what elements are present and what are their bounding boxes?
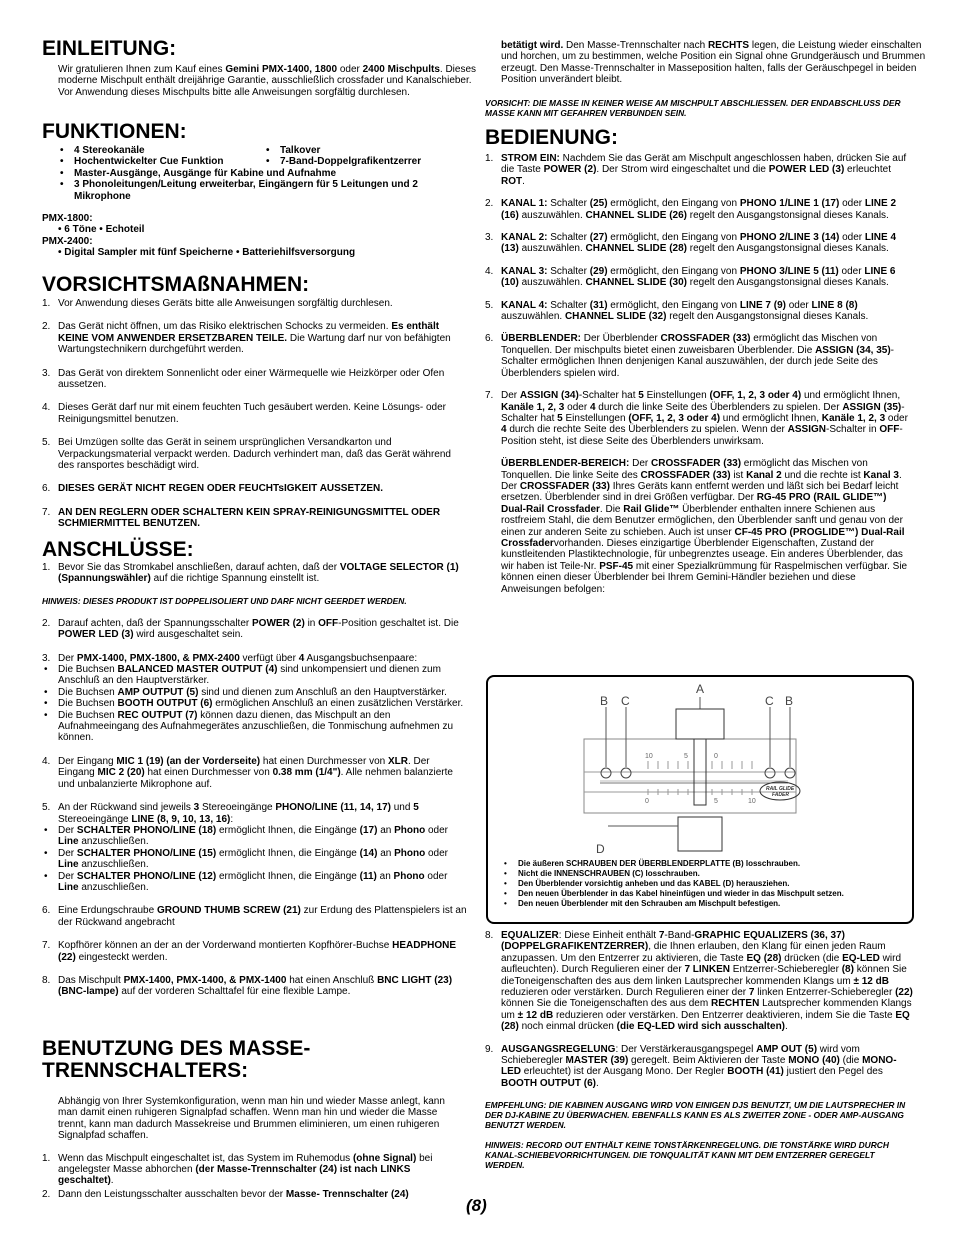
masse-continued: betätigt wird. Den Masse-Trennschalter nach RECHTS legen, die Leistung wieder einschalten und horchen, um zu bestimmen, welche Position ein Signal ohne Grundgeräusch und Brummen erzeugt. Den Masse-Trennschalter in Masseposition halten, falls der Geräuschpegel in beiden Position unverändert bleibt.: [501, 40, 926, 86]
bedienung-list: [485, 153, 913, 595]
list-item: 7. Kopfhörer können an der an der Vorderwand montierten Kopfhörer-Buchse HEADPHONE (22) eingesteckt werden.: [42, 940, 457, 963]
hinweis-note: HINWEIS: DIESES PRODUKT IST DOPPELISOLIERT UND DARF NICHT GEERDET WERDEN.: [42, 595, 407, 606]
list-item: 5. KANAL 4: Schalter (31) ermöglicht, den Eingang von LINE 7 (9) oder LINE 8 (8) auszuwählen. CHANNEL SLIDE (32) regelt den Ausgangstonsignal dieses Kanals.: [485, 299, 869, 323]
screw-c-right: [765, 768, 775, 778]
list-item: 2. Darauf achten, daß der Spannungsschalter POWER (2) in OFF-Position geschaltet ist. Die POWER LED (3) wird ausgeschaltet sein.: [42, 617, 459, 641]
hinweis-note: HINWEIS: RECORD OUT ENTHÄLT KEINE TONSTÄRKENREGELUNG. DIE TONSTÄRKE WIRD DURCH KANAL-SCHIEBEVORRICHTUNGEN. DIE TONQUALITÄT KANN MIT DEM ENTZERRER GEREGELT WERDEN.: [485, 1140, 889, 1171]
railglide-logo-text: FADER: [772, 792, 789, 798]
list-item: 1. Vor Anwendung dieses Geräts bitte alle Anweisungen sorgfältig durchlesen.: [42, 298, 393, 309]
feature-item: • 3 Phonoleitungen/Leitung erweiterbar, Eingängern für 5 Leitungen und 2 Mikrophone: [58, 179, 467, 202]
scale-bottom-label: 5: [714, 798, 718, 805]
list-item: 5. Bei Umzügen sollte das Gerät in seinem ursprünglichen Versandkarton und Verpackungsmaterial verpackt werden. Dadurch verhindert man, daß das Gerät während des ransportes beschädigt wird.: [42, 437, 451, 472]
list-item: 5. An der Rückwand sind jeweils 3 Stereoeingänge PHONO/LINE (11, 14, 17) und 5 Stereoeingänge LINE (8, 9, 10, 13, 16):: [42, 802, 419, 825]
bullet-item: • Der SCHALTER PHONO/LINE (12) ermöglicht Ihnen, die Eingänge (11) an Phono oder Line anzuschließen.: [42, 871, 467, 894]
list-item: 1. Bevor Sie das Stromkabel anschließen, darauf achten, daß der VOLTAGE SELECTOR (1) (Spannungswähler) auf die richtige Spannung einstellt ist.: [42, 562, 459, 585]
list-item: 7. Der ASSIGN (34)-Schalter hat 5 Einstellungen (OFF, 1, 2, 3 oder 4) und ermöglicht Ihnen, Kanäle 1, 2, 3 oder 4 durch die linke Seite des Überblenders zu spielen. Der ASSIGN (35)-Schalter hat 5 Einstellungen (OFF, 1, 2, 3 oder 4) und ermöglicht Ihnen, Kanäle 1, 2, 3 oder 4 durch die rechte Seite des Überblenders zu spielen. Wenn der ASSIGN-Schalter in OFF-Position steht, ist diese Seite des Überblenders unwirksam.: [485, 390, 908, 447]
vorsicht-heading: VORSICHTSMAßNAHMEN:: [42, 273, 310, 296]
anschluesse-heading: ANSCHLÜSSE:: [42, 538, 194, 561]
bullet-item: • Der SCHALTER PHONO/LINE (18) ermöglicht Ihnen, die Eingänge (17) an Phono oder Line anzuschließen.: [42, 825, 467, 848]
label-b-left: B: [600, 694, 609, 708]
list-item: 8. Das Mischpult PMX-1400, PMX-1400, & PMX-1400 hat einen Anschluß BNC LIGHT (23) (BNC-lampe) auf der vorderen Schalttafel für eine flexible Lampe.: [42, 974, 453, 998]
bullet-item: • Die Buchsen BALANCED MASTER OUTPUT (4) sind unkompensiert und dienen zum Anschluß an den Hauptverstärker.: [42, 664, 467, 687]
page-number: (8): [466, 1196, 487, 1215]
pmx1800-label: PMX-1800:: [42, 213, 93, 225]
anschluesse-list: [42, 562, 467, 998]
screw-b-right: [785, 768, 795, 778]
screw-c-left: [621, 768, 631, 778]
vorsicht-list: [42, 298, 467, 530]
feature-item: • 4 Stereokanäle: [58, 145, 264, 156]
railglide-logo-text: RAIL GLIDE: [766, 786, 795, 792]
masse-intro: Abhängig von Ihrer Systemkonfiguration, wenn man hin und wieder Masse anlegt, kann man damit einen ruhigeren Signalpfad schaffen. Wenn man hin und wieder die Masse trennt, kann man dadurch Massekreise und Brummen eliminieren, um einen ruhigeren Signalpfad schaffen.: [58, 1096, 445, 1142]
list-item: 1. STROM EIN: Nachdem Sie das Gerät am Mischpult angeschlossen haben, drücken Sie auf die Taste POWER (2). Der Strom wird eingeschaltet und die POWER LED (3) erleuchtet ROT.: [485, 153, 907, 187]
step-item: • Den neuen Überblender in das Kabel hineinfügen und wieder in das Mischpult setzen.: [502, 889, 902, 899]
bullet-item: • Der SCHALTER PHONO/LINE (15) ermöglicht Ihnen, die Eingänge (14) an Phono oder Line anzuschließen.: [42, 848, 467, 871]
bedienung-heading: BEDIENUNG:: [485, 126, 619, 149]
bullet-item: • Die Buchsen AMP OUTPUT (5) sind und dienen zum Anschluß an den Hauptverstärker.: [42, 687, 467, 698]
masse-heading: BENUTZUNG DES MASSE-TRENNSCHALTERS:: [42, 1037, 311, 1082]
label-d: D: [596, 842, 605, 856]
list-item: 6. DIESES GERÄT NICHT REGEN ODER FEUCHTsIGKEIT AUSSETZEN.: [42, 483, 384, 495]
label-a: A: [696, 682, 705, 696]
funktionen-heading: FUNKTIONEN:: [42, 120, 187, 143]
list-item: 8. EQUALIZER: Diese Einheit enthält 7-Band-GRAPHIC EQUALIZERS (36, 37) (DOPPELGRAFIKENTZERRER), die Ihnen erlauben, den Klang für einen jeden Raum anzupassen. Um den Entzerrer zu aktivieren, die Taste EQ (28) drücken (die EQ-LED wird aufleuchten). Durch Regulieren einer der 7 LINKEN Entzerrer-Schieberegler (8) können Sie dieToneigenschaften des aus dem linken Lautsprecher kommenden Klangs um ± 12 dB reduzieren oder verstärken. Durch Regulieren einer der 7 linken Entzerrer-Schieberegler (22) können Sie die Toneigenschaften des aus dem RECHTEN Lautsprecher kommenden Klangs um ± 12 dB reduzieren oder verstärken. Den Entzerrer deaktivieren, indem Sie die Taste EQ (28) noch einmal drücken (die EQ-LED wird sich ausschalten).: [485, 930, 913, 1033]
list-item: 6. ÜBERBLENDER: Der Überblender CROSSFADER (33) ermöglicht das Mischen von Tonquellen. Der mischpults bietet einen zuweisbaren Überblender. Die ASSIGN (34, 35)-Schalter ermöglichen Ihnen denjenigen Kanal auszuwählen, der durch jede Seite des Überblenders spielen wird.: [485, 333, 895, 379]
bullet-item: • Die Buchsen REC OUTPUT (7) können dazu dienen, das Mischpult an den Aufnahmeeingang des Aufnahmegerätes anzuschließen, die Tonmischung aufnehmen zu können.: [42, 710, 467, 744]
scale-top-label: 10: [645, 753, 653, 760]
list-item: 4. Dieses Gerät darf nur mit einem feuchten Tuch gesäubert werden. Keine Lösungs- oder Reinigungsmittel benutzen.: [42, 402, 446, 425]
bedienung-list-continued: [485, 930, 913, 1170]
pmx2400-features: • Digital Sampler mit fünf Speicherne • Batteriehilfsversorgung: [58, 247, 356, 259]
scale-bottom-label: 10: [748, 798, 756, 805]
screw-b-left: [601, 768, 611, 778]
list-item: 2. KANAL 1: Schalter (25) ermöglicht, den Eingang von PHONO 1/LINE 1 (17) oder LINE 2 (16) auszuwählen. CHANNEL SLIDE (26) regelt den Ausgangstonsignal dieses Kanals.: [485, 198, 897, 221]
einleitung-heading: EINLEITUNG:: [42, 37, 177, 60]
step-item: • Den neuen Überblender mit den Schrauben am Mischpult befestigen.: [502, 899, 902, 909]
step-item: • Nicht die INNENSCHRAUBEN (C) losschrauben.: [502, 869, 902, 879]
masse-section: [42, 1096, 467, 1200]
pmx2400-label: PMX-2400:: [42, 235, 93, 247]
list-item: 2. Das Gerät nicht öffnen, um das Risiko elektrischen Schocks zu vermeiden. Es enthält KEINE VOM ANWENDER ERSETZBAREN TEILE. Die Wartung darf nur von befähigten Wartungstechnikern durchgeführt werden.: [42, 321, 451, 356]
list-item: 3. KANAL 2: Schalter (27) ermöglicht, den Eingang von PHONO 2/LINE 3 (14) oder LINE 4 (13) auszuwählen. CHANNEL SLIDE (28) regelt den Ausgangstonsignal dieses Kanals.: [485, 232, 897, 255]
pmx1800-features: • 6 Töne • Echoteil: [58, 224, 145, 236]
list-item: 2. Dann den Leistungsschalter ausschalten bevor der Masse- Trennschalter (24): [42, 1188, 409, 1200]
list-item: 3. Der PMX-1400, PMX-1800, & PMX-2400 verfügt über 4 Ausgangsbuchsenpaare:: [42, 652, 418, 664]
label-b-right: B: [785, 694, 794, 708]
label-c-right: C: [765, 694, 774, 708]
einleitung-section: [42, 38, 467, 60]
step-item: • Die äußeren SCHRAUBEN DER ÜBERBLENDERPLATTE (B) losschrauben.: [502, 859, 902, 869]
list-item: 7. AN DEN REGLERN ODER SCHALTERN KEIN SPRAY-REINIGUNGSMITTEL ODER SCHMIERMITTEL BENUTZEN.: [42, 506, 441, 530]
crossfader-diagram: [486, 675, 914, 924]
scale-top-label: 5: [684, 753, 688, 760]
bullet-item: • Die Buchsen BOOTH OUTPUT (6) ermöglichen Anschluß an einen zusätzlichen Verstärker.: [42, 698, 467, 709]
feature-item: • Master-Ausgänge, Ausgänge für Kabine und Aufnahme: [58, 168, 467, 179]
feature-item: • 7-Band-Doppelgrafikentzerrer: [264, 156, 421, 167]
crossfader-steps: [502, 859, 902, 909]
ueberblender-bereich: ÜBERBLENDER-BEREICH: Der CROSSFADER (33) ermöglicht das Mischen von Tonquellen. Die linke Seite des CROSSFADER (33) ist Kanal 2 und die rechte ist Kanal 3. Der CROSSFADER (33) Ihres Geräts kann entfernt werden und läßt sich bei Bedarf leicht ersetzen. Überblender sind in drei Größen verfügbar. Der RG-45 PRO (RAIL GLIDE™) Dual-Rail Crossfader. Die Rail Glide™ Überblender enthalten innere Schienen aus rostfreiem Stahl, die dem Benutzer ermöglichen, den Überblender sanft und genau von der einen zur anderen Seite zu schieben. Auch ist unser CF-45 PRO (PROGLIDE™) Dual-Rail Crossfadervorhanden. Dieses einzigartige Überblender Eigenschaften, Zustand der kunstleitenden Plastiktechnologie, für unbegrenztes useage. Ein anderes Überblender, das wir haben ist Teile-Nr. PSF-45 mit einer Spezialkrümmung für Raspelmischen verfügbar. Sie können einen dieser Überblender bei Ihrem Gemini-Händler beziehen und diese Anweisungen befolgen:: [501, 458, 908, 595]
vorsicht-note: VORSICHT: DIE MASSE IN KEINER WEISE AM MISCHPULT ABSCHLIESSEN. DER ENDABSCHLUSS DER MASSE KANN MIT GEFAHREN VERBUNDEN SEIN.: [485, 98, 901, 118]
funktionen-list: [42, 145, 467, 259]
list-item: 3. Das Gerät von direktem Sonnenlicht oder einer Wärmequelle wie Heizkörper oder Ofen aussetzen.: [42, 367, 445, 391]
funktionen-row: [42, 156, 467, 167]
scale-bottom-label: 0: [645, 798, 649, 805]
label-c-left: C: [621, 694, 630, 708]
scale-top-label: 0: [714, 753, 718, 760]
feature-item: • Hochentwickelter Cue Funktion: [58, 156, 264, 167]
einleitung-text: Wir gratulieren Ihnen zum Kauf eines Gemini PMX-1400, 1800 oder 2400 Mischpults. Dieses moderne Mischpult enthält dreijährige Garantie, ausschließlich crossfader und Kanalschieber. Vor Anwendung dieses Mischpults bitte alle Anweisungen sorgfältig durchlesen.: [58, 64, 477, 98]
feature-item: • Talkover: [264, 145, 320, 156]
list-item: 9. AUSGANGSREGELUNG: Der Verstärkerausgangspegel AMP OUT (5) wird vom Schieberegler MASTER (39) geregelt. Beim Aktivieren der Taste MONO (40) (die MONO-LED erleuchtet) ist der Ausgang Mono. Der Regler BOOTH (41) justiert den Pegel des BOOTH OUTPUT (6).: [485, 1043, 897, 1089]
list-item: 4. KANAL 3: Schalter (29) ermöglicht, den Eingang von PHONO 3/LINE 5 (11) oder LINE 6 (10) auszuwählen. CHANNEL SLIDE (30) regelt den Ausgangstonsignal dieses Kanals.: [485, 265, 896, 289]
empfehlung-note: EMPFEHLUNG: DIE KABINEN AUSGANG WIRD VON EINIGEN DJS BENUTZT, UM DIE LAUTSPRECHER IN DER DJ-KABINE ZU ÜBERWACHEN. EBENFALLS KANN ES ALS ZWEITER ZONE - ODER AMP-AUSGANG BENUTZT WERDEN.: [485, 1100, 906, 1131]
list-item: 6. Eine Erdungschraube GROUND THUMB SCREW (21) zur Erdung des Plattenspielers ist an der Rückwand angebracht: [42, 905, 467, 928]
list-item: 1. Wenn das Mischpult eingeschaltet ist, das System im Ruhemodus (ohne Signal) bei angelegster Masse abhorchen (der Masse-Trennschalter (24) ist nach LINKS geschaltet).: [42, 1152, 433, 1187]
step-item: • Den Überblender vorsichtig anheben und das KABEL (D) herausziehen.: [502, 879, 902, 889]
funktionen-row: [42, 145, 467, 156]
list-item: 4. Der Eingang MIC 1 (19) (an der Vorderseite) hat einen Durchmesser von XLR. Der Eingang MIC 2 (20) hat einen Durchmesser von 0.38 mm (1/4"). Alle nehmen balanzierte und unbalanzierte Mikrophone auf.: [42, 755, 453, 790]
